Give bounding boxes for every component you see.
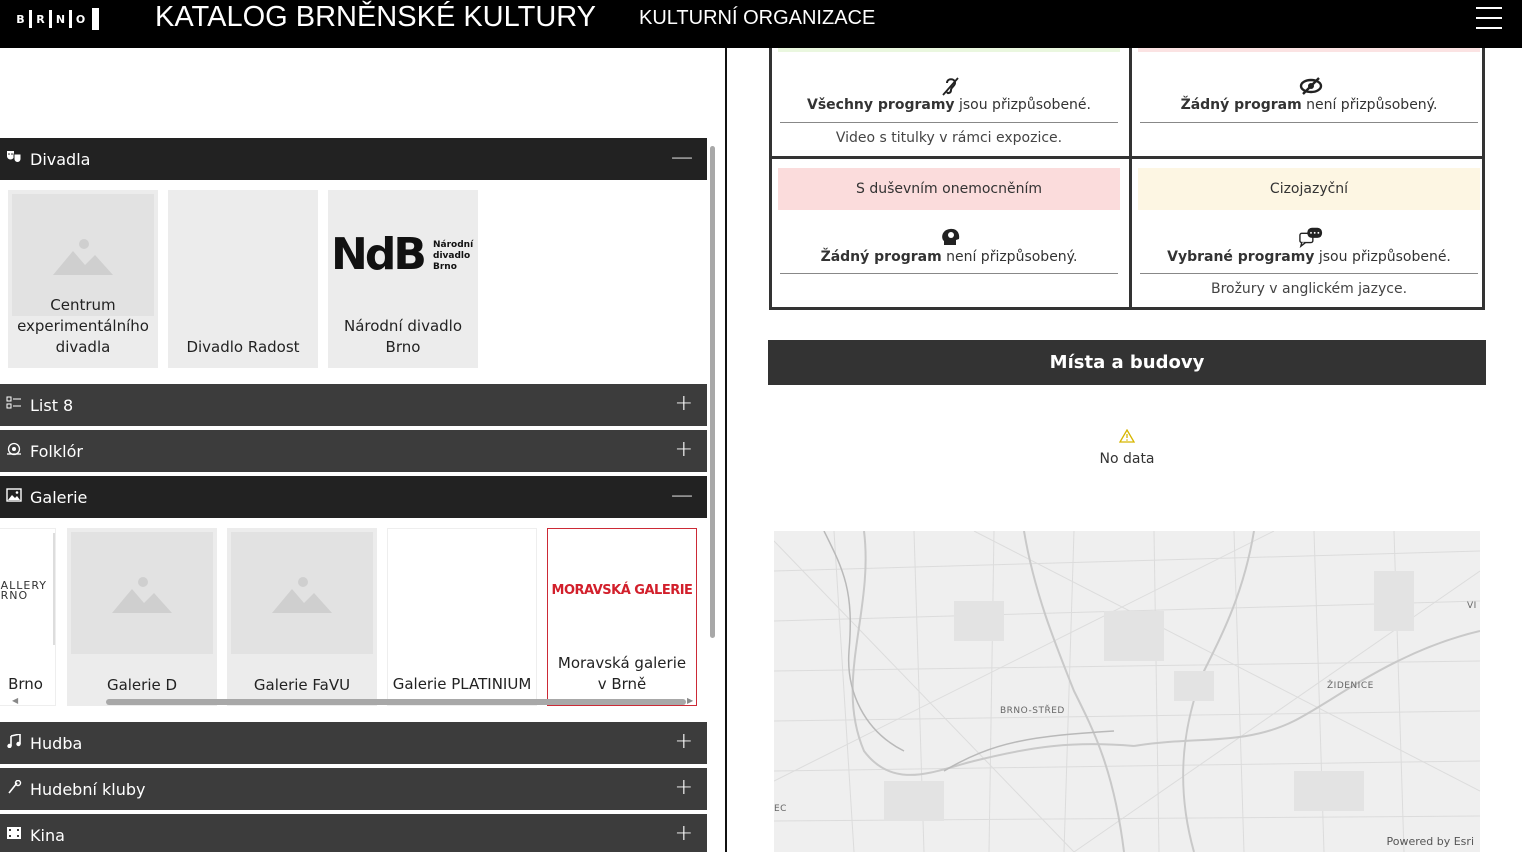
map-label: ŽIDENICE bbox=[1327, 681, 1374, 691]
card-label: Centrum experimentálního divadla bbox=[17, 296, 149, 356]
map-attribution[interactable]: Powered by Esri bbox=[1386, 835, 1474, 848]
folklore-icon bbox=[6, 442, 22, 460]
detail-panel bbox=[727, 48, 1522, 852]
blind-icon bbox=[1299, 74, 1323, 98]
film-icon bbox=[6, 826, 22, 844]
expand-icon[interactable]: + bbox=[674, 729, 693, 754]
accessibility-chip: Cizojazyční bbox=[1138, 168, 1480, 210]
organization-card-selected[interactable] bbox=[547, 528, 697, 706]
accessibility-chip bbox=[778, 48, 1120, 52]
card-label: Brno bbox=[8, 675, 43, 693]
ndb-logo: NdB Národní divadlo Brno bbox=[331, 229, 474, 280]
card-label: Galerie D bbox=[106, 676, 178, 694]
map-label: VI bbox=[1467, 601, 1477, 611]
accessibility-cell-mental bbox=[772, 159, 1128, 310]
theater-masks-icon bbox=[6, 150, 22, 168]
category-label: Kina bbox=[30, 825, 65, 845]
organization-card[interactable] bbox=[8, 190, 158, 368]
accessibility-status: Všechny programy jsou přizpůsobené. bbox=[807, 97, 1091, 113]
placeholder-image-icon bbox=[231, 532, 373, 654]
accessibility-note: Brožury v anglickém jazyce. bbox=[1210, 281, 1408, 297]
app-title: KATALOG BRNĚNSKÉ KULTURY bbox=[155, 1, 597, 33]
organization-card[interactable] bbox=[227, 528, 377, 706]
organization-card[interactable] bbox=[387, 528, 537, 706]
accessibility-note: Video s titulky v rámci expozice. bbox=[835, 130, 1063, 146]
accessibility-grid bbox=[769, 48, 1485, 310]
list-icon bbox=[6, 396, 22, 414]
category-label: Divadla bbox=[30, 149, 91, 169]
accessibility-status: Žádný program není přizpůsobený. bbox=[1180, 97, 1438, 113]
accessibility-cell-foreign-language bbox=[1132, 159, 1488, 310]
collapse-icon[interactable]: — bbox=[671, 145, 693, 170]
hearing-icon bbox=[939, 74, 963, 98]
map-street-grid bbox=[774, 531, 1480, 852]
guitar-icon bbox=[6, 780, 22, 798]
collapse-icon[interactable]: — bbox=[671, 483, 693, 508]
scroll-right-icon[interactable]: ▶ bbox=[687, 696, 694, 705]
mental-health-icon bbox=[939, 225, 963, 249]
category-label: Hudba bbox=[30, 733, 83, 753]
vertical-scrollbar[interactable] bbox=[709, 144, 715, 844]
organization-card[interactable] bbox=[0, 528, 56, 706]
category-label: Folklór bbox=[30, 441, 83, 461]
card-label: Divadlo Radost bbox=[186, 338, 300, 356]
card-label: Národní divadlo Brno bbox=[343, 317, 462, 356]
category-list-panel bbox=[0, 48, 718, 852]
music-note-icon bbox=[6, 734, 22, 752]
category-label: Galerie bbox=[30, 487, 88, 507]
placeholder-image-icon bbox=[71, 532, 213, 654]
moravska-galerie-logo: MORAVSKÁ GALERIE bbox=[551, 583, 693, 598]
logo-letter: B bbox=[16, 12, 25, 26]
logo-letter: R bbox=[36, 12, 45, 26]
expand-icon[interactable]: + bbox=[674, 437, 693, 462]
map-view[interactable] bbox=[774, 531, 1480, 852]
hamburger-icon[interactable] bbox=[1476, 7, 1502, 29]
card-label: Galerie FaVU bbox=[253, 676, 351, 694]
map-label: BRNO-STŘED bbox=[1000, 706, 1065, 716]
organization-card[interactable] bbox=[168, 190, 318, 368]
category-header-list-8[interactable] bbox=[0, 384, 707, 426]
scroll-left-icon[interactable]: ◀ bbox=[12, 696, 19, 705]
category-header-hudba[interactable] bbox=[0, 722, 707, 764]
category-label: Hudební kluby bbox=[30, 779, 146, 799]
warning-icon bbox=[1027, 428, 1227, 447]
speech-bubbles-icon bbox=[1299, 225, 1323, 249]
logo-letter: O bbox=[75, 12, 86, 26]
organization-card[interactable] bbox=[67, 528, 217, 706]
accessibility-chip: S duševním onemocněním bbox=[778, 168, 1120, 210]
organization-card[interactable] bbox=[328, 190, 478, 368]
category-header-folklor[interactable] bbox=[0, 430, 707, 472]
card-label: Galerie PLATINIUM bbox=[392, 675, 532, 693]
brno-logo[interactable] bbox=[12, 6, 99, 32]
scrollbar-thumb[interactable] bbox=[710, 146, 715, 638]
category-header-divadla[interactable] bbox=[0, 138, 707, 180]
logo-letter: N bbox=[55, 12, 66, 26]
expand-icon[interactable]: + bbox=[674, 391, 693, 416]
places-section-header: Místa a budovy bbox=[768, 340, 1486, 385]
accessibility-status: Vybrané programy jsou přizpůsobené. bbox=[1167, 249, 1451, 265]
accessibility-status: Žádný program není přizpůsobený. bbox=[820, 249, 1078, 265]
accessibility-cell-hearing bbox=[772, 48, 1128, 156]
expand-icon[interactable]: + bbox=[674, 775, 693, 800]
image-icon bbox=[6, 488, 22, 506]
category-header-galerie[interactable] bbox=[0, 476, 707, 518]
card-label: Moravská galerie v Brně bbox=[557, 654, 687, 693]
category-header-kina[interactable] bbox=[0, 814, 707, 852]
horizontal-scrollbar[interactable] bbox=[106, 699, 686, 705]
app-subtitle: KULTURNÍ ORGANIZACE bbox=[639, 7, 876, 29]
expand-icon[interactable]: + bbox=[674, 821, 693, 846]
map-label: EC bbox=[774, 804, 787, 814]
accessibility-cell-visual bbox=[1132, 48, 1488, 156]
app-header bbox=[0, 0, 1522, 48]
gallery-logo: ALLERY RNO bbox=[0, 533, 56, 645]
category-header-hudebni-kluby[interactable] bbox=[0, 768, 707, 810]
category-label: List 8 bbox=[30, 395, 74, 415]
accessibility-chip bbox=[1138, 48, 1480, 52]
no-data-message: No data bbox=[1027, 428, 1227, 467]
